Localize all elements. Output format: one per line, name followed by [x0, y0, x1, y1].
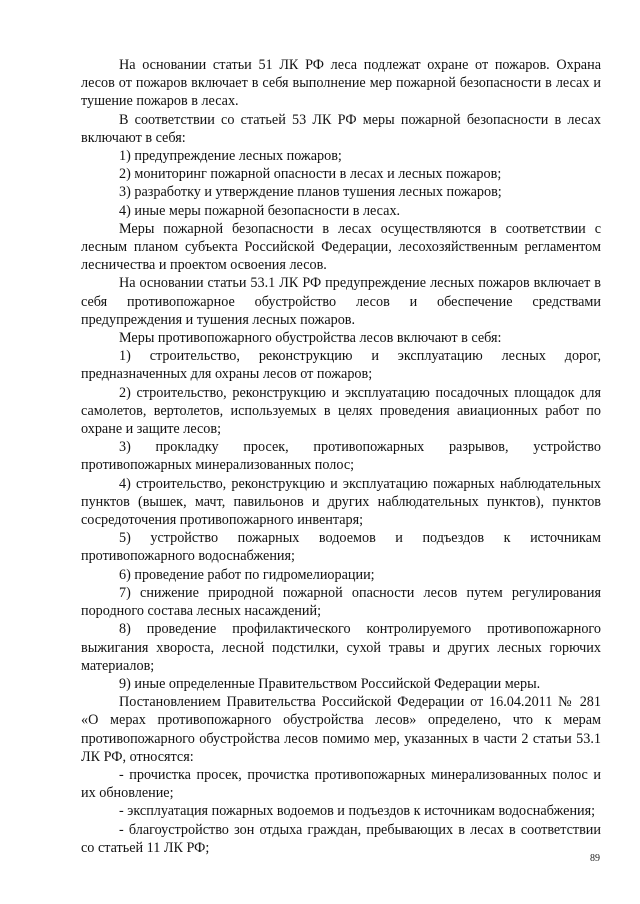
list-item: 1) предупреждение лесных пожаров; [119, 148, 342, 165]
list-item: 4) строительство, реконструкцию и эксплуатацию пожарных наблюдательных пунктов (вышек, мачт, павильонов и других наблюдательных пунктов), пунктов сосредоточения противопожарного инвентаря; [81, 475, 601, 529]
list-item: 4) иные меры пожарной безопасности в лесах. [119, 202, 401, 219]
list-item: 2) строительство, реконструкцию и эксплуатацию посадочных площадок для самолетов, вертолетов, используемых в целях проведения авиационных работ по охране и защите лесов; [81, 384, 601, 438]
paragraph-article-53-1: На основании статьи 53.1 ЛК РФ предупреждение лесных пожаров включает в себя противопожарное обустройство лесов и обеспечение средствами предупреждения и тушения лесных пожаров. [81, 275, 601, 328]
list-item: 8) проведение профилактического контролируемого противопожарного выжигания хвороста, лесной подстилки, сухой травы и других лесных горючих материалов; [81, 621, 601, 674]
paragraph-fire-protection-basis: На основании статьи 51 ЛК РФ леса подлежат охране от пожаров. Охрана лесов от пожаров включает в себя выполнение мер пожарной безопасности в лесах и тушение пожаров в лесах. [81, 57, 601, 110]
list-item: 9) иные определенные Правительством Российской Федерации меры. [119, 675, 541, 692]
list-item: 5) устройство пожарных водоемов и подъездов к источникам противопожарного водоснабжения; [81, 530, 601, 565]
list-item: - благоустройство зон отдыха граждан, пребывающих в лесах в соответствии со статьей 11 ЛК РФ; [81, 821, 601, 856]
list-item: 7) снижение природной пожарной опасности лесов путем регулирования породного состава лесных насаждений; [81, 584, 601, 620]
list-item: 6) проведение работ по гидромелиорации; [119, 566, 375, 583]
list-item: 1) строительство, реконструкцию и эксплуатацию лесных дорог, предназначенных для охраны лесов от пожаров; [81, 348, 601, 383]
document-body [81, 56, 601, 857]
list-item: 3) разработку и утверждение планов тушения лесных пожаров; [119, 184, 502, 201]
paragraph-article-53-intro: В соответствии со статьей 53 ЛК РФ меры пожарной безопасности в лесах включают в себя: [81, 111, 601, 146]
paragraph-measures-intro: Меры противопожарного обустройства лесов включают в себя: [119, 330, 502, 347]
paragraph-measures-implementation: Меры пожарной безопасности в лесах осуществляются в соответствии с лесным планом субъекта Российской Федерации, лесохозяйственным регламентом лесничества и проектом освоения лесов. [81, 220, 601, 274]
page-number: 89 [590, 853, 600, 864]
list-item: - прочистка просек, прочистка противопожарных минерализованных полос и их обновление; [81, 766, 601, 802]
list-item: 3) прокладку просек, противопожарных разрывов, устройство противопожарных минерализованных полос; [81, 439, 601, 474]
list-item: - эксплуатация пожарных водоемов и подъездов к источникам водоснабжения; [119, 803, 596, 820]
list-item: 2) мониторинг пожарной опасности в лесах и лесных пожаров; [119, 166, 502, 183]
paragraph-government-resolution: Постановлением Правительства Российской Федерации от 16.04.2011 № 281 «О мерах противопожарного обустройства лесов» определено, что к мерам противопожарного обустройства лесов помимо мер, указанных в части 2 статьи 53.1 ЛК РФ, относятся: [81, 694, 601, 765]
